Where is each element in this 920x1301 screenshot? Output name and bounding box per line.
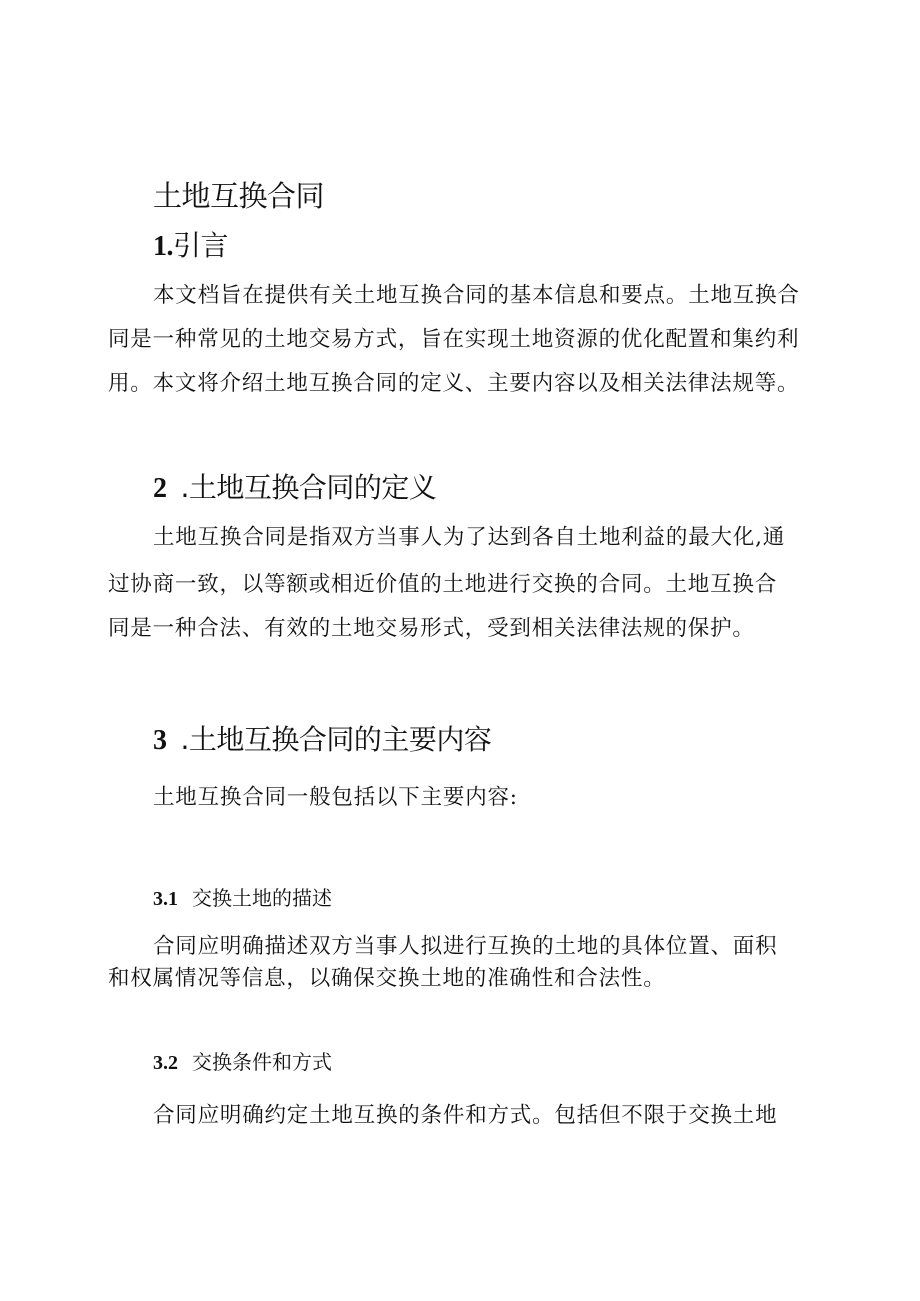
section-3-heading [153, 720, 491, 761]
subsection-3-1-paragraph-cont [108, 957, 666, 1001]
paragraph-line: 土地互换合同是指双方当事人为了达到各自土地利益的最大化,通 [153, 525, 786, 550]
paragraph-line: 土地互换合同一般包括以下主要内容: [153, 785, 518, 810]
paragraph-line: 合同应明确约定土地互换的条件和方式。包括但不限于交换土地 [153, 1103, 778, 1128]
paragraph-line: 过协商一致，以等额或相近价值的土地进行交换的合同。土地互换合 [108, 572, 778, 597]
document-title: 土地互换合同 [153, 179, 325, 213]
paragraph-line: 合同应明确描述双方当事人拟进行互换的土地的具体位置、面积 [153, 934, 778, 959]
section-1-paragraph-cont [108, 318, 799, 406]
subsection-3-2-heading [153, 1048, 332, 1077]
paragraph-line: 同是一种常见的土地交易方式，旨在实现土地资源的优化配置和集约利 [108, 327, 800, 352]
section-3-number: 3 [153, 725, 167, 756]
paragraph-line: 和权属情况等信息，以确保交换土地的准确性和合法性。 [108, 966, 666, 991]
section-1-paragraph [153, 274, 800, 318]
section-1-title: 引言 [173, 229, 229, 262]
subsection-3-2-title: 交换条件和方式 [192, 1050, 332, 1074]
subsection-3-1-heading [153, 884, 332, 913]
section-1-heading [153, 226, 228, 267]
subsection-3-2-paragraph [153, 1094, 777, 1138]
paragraph-line: 本文档旨在提供有关土地互换合同的基本信息和要点。土地互换合 [153, 283, 800, 308]
section-2-paragraph-cont [108, 563, 777, 651]
section-2-title: .土地互换合同的定义 [180, 471, 437, 504]
subsection-3-1-number: 3.1 [153, 888, 178, 910]
subsection-3-1-title: 交换土地的描述 [192, 886, 332, 910]
section-3-title: .土地互换合同的主要内容 [180, 723, 492, 756]
section-1-number: 1. [153, 231, 173, 262]
section-2-paragraph [153, 516, 785, 560]
paragraph-line: 用。本文将介绍土地互换合同的定义、主要内容以及相关法律法规等。 [108, 371, 800, 396]
section-2-number: 2 [153, 473, 167, 504]
section-3-paragraph [153, 776, 518, 820]
subsection-3-2-number: 3.2 [153, 1052, 178, 1074]
paragraph-line: 同是一种合法、有效的土地交易形式，受到相关法律法规的保护。 [108, 616, 755, 641]
section-2-heading [153, 468, 436, 509]
